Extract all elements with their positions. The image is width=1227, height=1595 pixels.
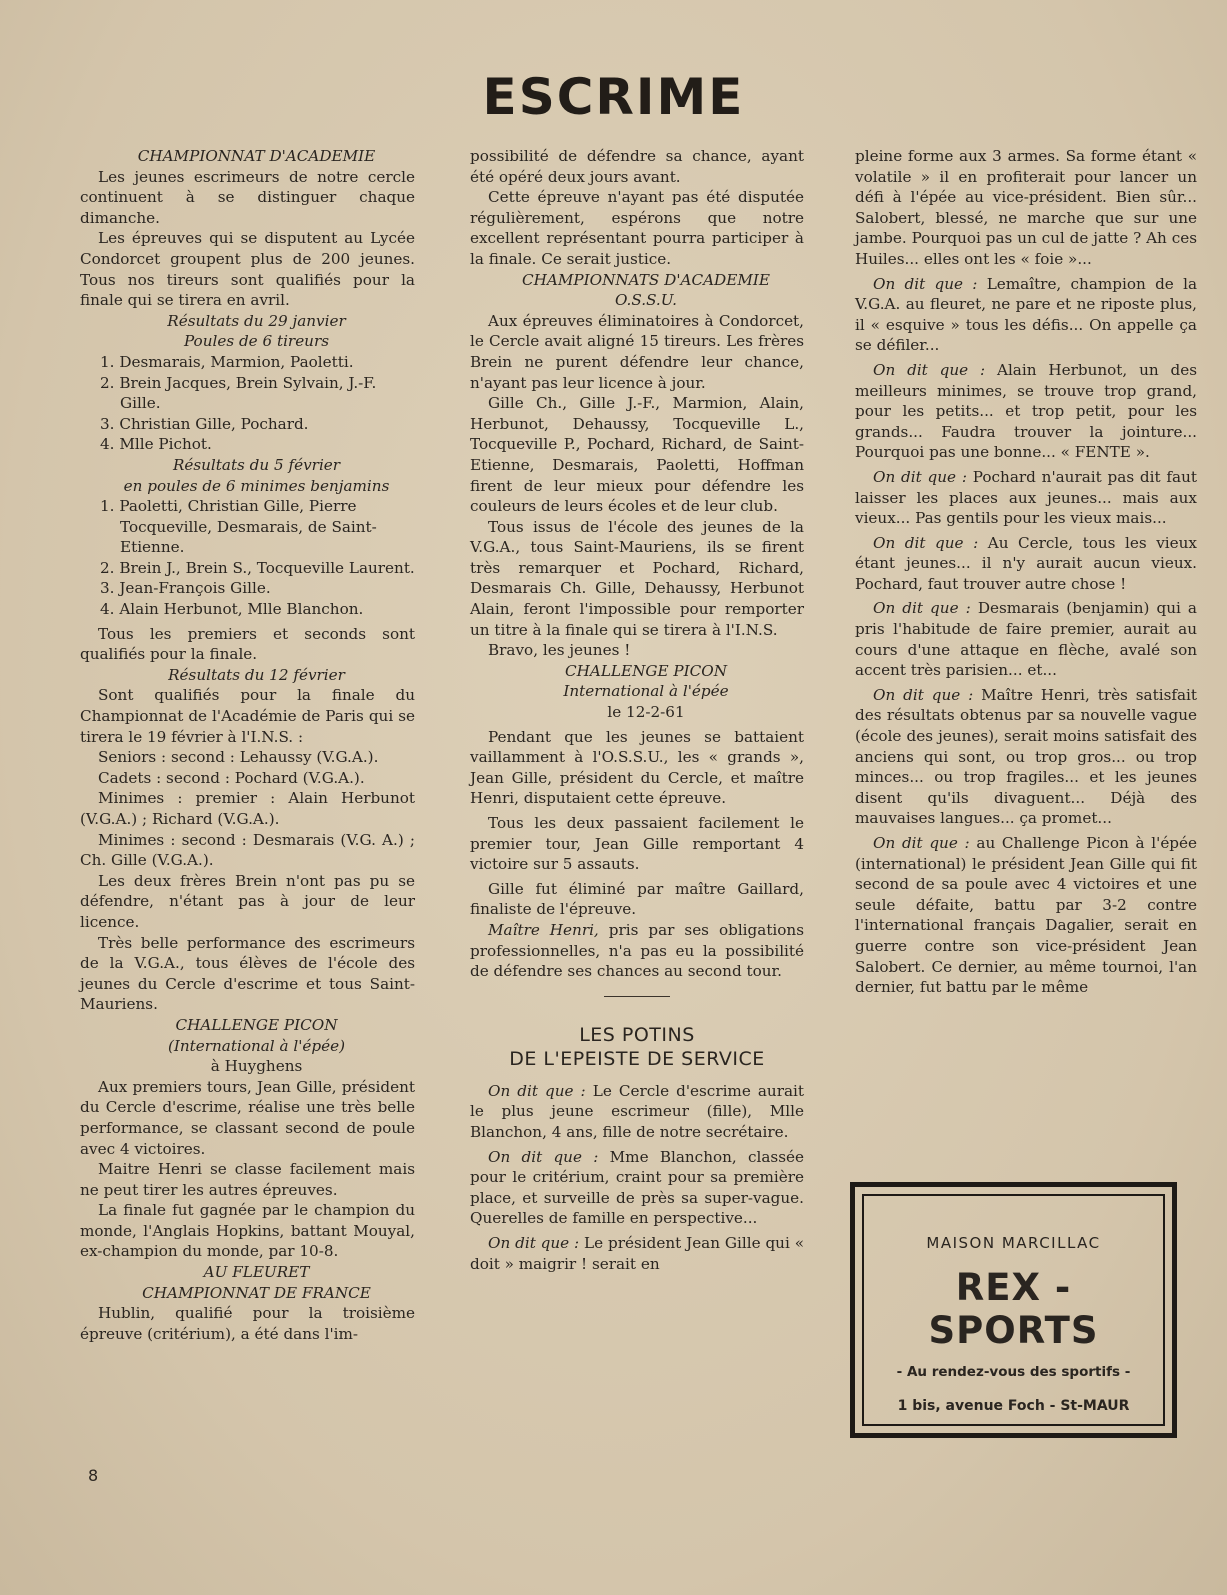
paragraph: Tous les premiers et seconds sont qualifiés pour la finale. [80, 624, 415, 664]
heading-championnat-academie: CHAMPIONNAT D'ACADEMIE [137, 147, 376, 165]
paragraph [470, 920, 804, 982]
on-dit-que: On dit que : [873, 360, 986, 379]
on-dit-que: On dit que : [488, 1233, 580, 1252]
paragraph: Maitre Henri se classe facilement mais ne peut tirer les autres épreuves. [80, 1160, 415, 1199]
paragraph [470, 1233, 804, 1274]
paragraph: La finale fut gagnée par le champion du monde, l'Anglais Hopkins, battant Mouyal, ex-champion du monde, par 10-8. [80, 1201, 415, 1261]
subheading: CHAMPIONNAT DE FRANCE [142, 1283, 371, 1302]
paragraph: Cette épreuve n'ayant pas été disputée régulièrement, espérons que notre excellent représentant pourra participer à la finale. Ce serait justice. [470, 188, 804, 268]
paragraph: Tous issus de l'école des jeunes de la V.G.A., tous Saint-Mauriens, ils se firent très remarquer et Pochard, Richard, Desmarais Ch. Gille, Dehaussy, Herbunot Alain, feront l'impossible pour remporter un titre à la finale qui se tirera à l'I.N.S. [470, 517, 804, 639]
results-heading: Résultats du 5 février [172, 455, 341, 474]
paragraph: Gille fut éliminé par maître Gaillard, finaliste de l'épreuve. [470, 879, 804, 919]
column-2 [470, 146, 804, 1274]
heading-challenge-picon: CHALLENGE PICON [175, 1015, 338, 1034]
on-dit-que: On dit que : [873, 599, 971, 618]
paragraph-text: Lemaître, champion de la V.G.A. au fleuret, ne pare et ne riposte plus, il « esquive » tous les défis... On appelle ça se défiler... [855, 274, 1198, 355]
paragraph: pleine forme aux 3 armes. Sa forme étant « volatile » il en profiterait pour lancer un défi à l'épée au vice-président. Bien sûr... Salobert, blessé, ne marche que sur une jambe. Pourquoi pas un cul de jatte ? Ah ces Huiles... elles ont les « foie »... [855, 147, 1197, 268]
heading-challenge-picon: CHALLENGE PICON [564, 661, 727, 680]
heading-line: LES POTINS [579, 1023, 695, 1046]
paragraph: Seniors : second : Lehaussy (V.G.A.). [98, 748, 379, 767]
paragraph: Gille Ch., Gille J.-F., Marmion, Alain, Herbunot, Dehaussy, Tocqueville L., Tocqueville P., Pochard, Richard, de Saint-Etienne, Desmarais, Paoletti, Hoffman firent de leur mieux pour défendre les couleurs de leurs écoles et de leur club. [470, 394, 804, 516]
paragraph [855, 467, 1197, 529]
paragraph-text: Pochard n'aurait pas dit faut laisser les places aux jeunes... mais aux vieux... Pas gentils pour les vieux mais... [855, 467, 1197, 528]
paragraph-text: Maître Henri, très satisfait des résultats obtenus par sa nouvelle vague (école des jeunes), serait moins satisfait des anciens qui sont, ou trop gros... ou trop minces... ou trop fragiles... et les jeunes disent qu'ils divaguent... Déjà des mauvaises langues... ça promet... [855, 685, 1197, 828]
on-dit-que: On dit que : [873, 467, 967, 486]
subheading: (International à l'épée) [167, 1036, 346, 1055]
paragraph [855, 533, 1197, 595]
heading-championnats-academie: CHAMPIONNATS D'ACADEMIE [522, 270, 770, 289]
list-item: 3. Christian Gille, Pochard. [100, 414, 309, 433]
paragraph: possibilité de défendre sa chance, ayant été opéré deux jours avant. [470, 147, 804, 186]
paragraph-text: Mme Blanchon, classée pour le critérium, craint pour sa première place, et surveille de près sa super-vague. Querelles de famille en perspective... [470, 1147, 804, 1228]
subheading-date: le 12-2-61 [607, 703, 685, 722]
list-item: 1. Paoletti, Christian Gille, Pierre Tocqueville, Desmarais, de Saint-Etienne. [100, 497, 377, 557]
paragraph: Les épreuves qui se disputent au Lycée Condorcet groupent plus de 200 jeunes. Tous nos tireurs sont qualifiés pour la finale qui se tirera en avril. [80, 229, 415, 310]
paragraph: Pendant que les jeunes se battaient vaillamment à l'O.S.S.U., les « grands », Jean Gille, président du Cercle, et maître Henri, disputaient cette épreuve. [470, 727, 804, 808]
paragraph: Tous les deux passaient facilement le premier tour, Jean Gille remportant 4 victoire sur 5 assauts. [470, 814, 804, 874]
divider [604, 996, 670, 997]
list-item: 1. Desmarais, Marmion, Paoletti. [100, 352, 354, 371]
paragraph [470, 1147, 804, 1229]
paragraph: Très belle performance des escrimeurs de la V.G.A., tous élèves de l'école des jeunes du Cercle d'escrime et tous Saint-Mauriens. [80, 933, 415, 1014]
page-title: ESCRIME [482, 68, 745, 126]
paragraph-text: Desmarais (benjamin) qui a pris l'habitude de faire premier, aurait au cours d'une attaque en flèche, avalé son accent très parisien... et... [855, 599, 1197, 680]
heading-au-fleuret: AU FLEURET [203, 1263, 310, 1282]
subheading: O.S.S.U. [614, 291, 677, 310]
paragraph [855, 833, 1197, 998]
paragraph [855, 360, 1197, 463]
paragraph-text: pris par ses obligations professionnelles, n'a pas eu la possibilité de défendre ses chances au second tour. [470, 920, 804, 981]
paragraph-text: Le président Jean Gille qui « doit » maigrir ! serait en [470, 1233, 804, 1273]
on-dit-que: On dit que : [873, 274, 978, 293]
paragraph: Minimes : second : Desmarais (V.G. A.) ; Ch. Gille (V.G.A.). [80, 830, 415, 870]
paragraph [470, 1081, 804, 1143]
paragraph-text: Au Cercle, tous les vieux étant jeunes... il n'y aurait aucun vieux. Pochard, faut trouver autre chose ! [855, 533, 1197, 593]
column-3 [855, 146, 1197, 998]
on-dit-que: On dit que : [873, 834, 970, 852]
paragraph: Minimes : premier : Alain Herbunot (V.G.A.) ; Richard (V.G.A.). [80, 789, 415, 828]
on-dit-que: On dit que : [488, 1147, 599, 1166]
paragraph-text: Le Cercle d'escrime aurait le plus jeune escrimeur (fille), Mlle Blanchon, 4 ans, fille de notre secrétaire. [470, 1081, 804, 1141]
results-subheading: Poules de 6 tireurs [183, 332, 330, 351]
advertisement-box [850, 1182, 1177, 1438]
list-item: 3. Jean-François Gille. [100, 579, 271, 598]
paragraph-text: au Challenge Picon à l'épée (international) le président Jean Gille qui fit second de sa poule avec 4 victoires et une seule défaite, battu par 3-2 contre l'international français Dagalier, serait en guerre contre son vice-président Jean Salobert. Ce dernier, au même tournoi, l'an dernier, fut battu par le même [855, 834, 1198, 997]
results-heading: Résultats du 12 février [168, 665, 345, 684]
list-item: 2. Brein Jacques, Brein Sylvain, J.-F. Gille. [100, 373, 377, 413]
on-dit-que: On dit que : [488, 1081, 586, 1100]
section-heading-potins [470, 1023, 804, 1071]
paragraph [855, 685, 1197, 829]
results-subheading: en poules de 6 minimes benjamins [123, 476, 390, 495]
paragraph: Aux épreuves éliminatoires à Condorcet, le Cercle avait aligné 15 tireurs. Les frères Brein ne purent défendre leur chance, n'ayant pas leur licence à jour. [470, 311, 804, 392]
advertisement-inner-frame [862, 1194, 1165, 1426]
page-number: 8 [88, 1466, 99, 1485]
on-dit-que: On dit que : [873, 685, 974, 704]
ad-house-name: MAISON MARCILLAC [926, 1234, 1101, 1252]
ad-address: 1 bis, avenue Foch - St-MAUR [897, 1398, 1130, 1414]
ad-brand: REX - SPORTS [928, 1266, 1099, 1352]
paragraph: Aux premiers tours, Jean Gille, président du Cercle d'escrime, réalise une très belle performance, se classant second de poule avec 4 victoires. [80, 1077, 415, 1158]
list-item: 2. Brein J., Brein S., Tocqueville Laurent. [100, 558, 415, 577]
ad-tagline: - Au rendez-vous des sportifs - [896, 1364, 1131, 1380]
column-1 [80, 146, 415, 1344]
paragraph [855, 274, 1197, 356]
results-heading: Résultats du 29 janvier [167, 311, 346, 330]
subheading: International à l'épée [563, 682, 729, 701]
paragraph [855, 598, 1197, 680]
list-item: 4. Alain Herbunot, Mlle Blanchon. [100, 600, 364, 619]
results-list [80, 352, 415, 455]
lead-text: Maître Henri, [488, 920, 599, 939]
paragraph: Sont qualifiés pour la finale du Championnat de l'Académie de Paris qui se tirera le 19 février à l'I.N.S. : [80, 686, 415, 746]
paragraph: Les deux frères Brein n'ont pas pu se défendre, n'étant pas à jour de leur licence. [80, 871, 415, 931]
list-item: 4. Mlle Pichot. [100, 435, 212, 454]
paragraph: Hublin, qualifié pour la troisième épreuve (critérium), a été dans l'im- [80, 1304, 415, 1343]
results-list [80, 496, 415, 620]
paragraph: Les jeunes escrimeurs de notre cercle continuent à se distinguer chaque dimanche. [80, 167, 415, 227]
paragraph: Bravo, les jeunes ! [488, 641, 631, 660]
subheading-place: à Huyghens [210, 1057, 303, 1076]
paragraph-text: Alain Herbunot, un des meilleurs minimes, se trouve trop grand, pour les petits... et trop petit, pour les grands... Faudra trouver la jointure... Pourquoi pas une bonne... « FENTE ». [855, 360, 1197, 462]
on-dit-que: On dit que : [873, 533, 979, 552]
heading-line: DE L'EPEISTE DE SERVICE [509, 1047, 765, 1070]
paragraph: Cadets : second : Pochard (V.G.A.). [98, 768, 365, 787]
